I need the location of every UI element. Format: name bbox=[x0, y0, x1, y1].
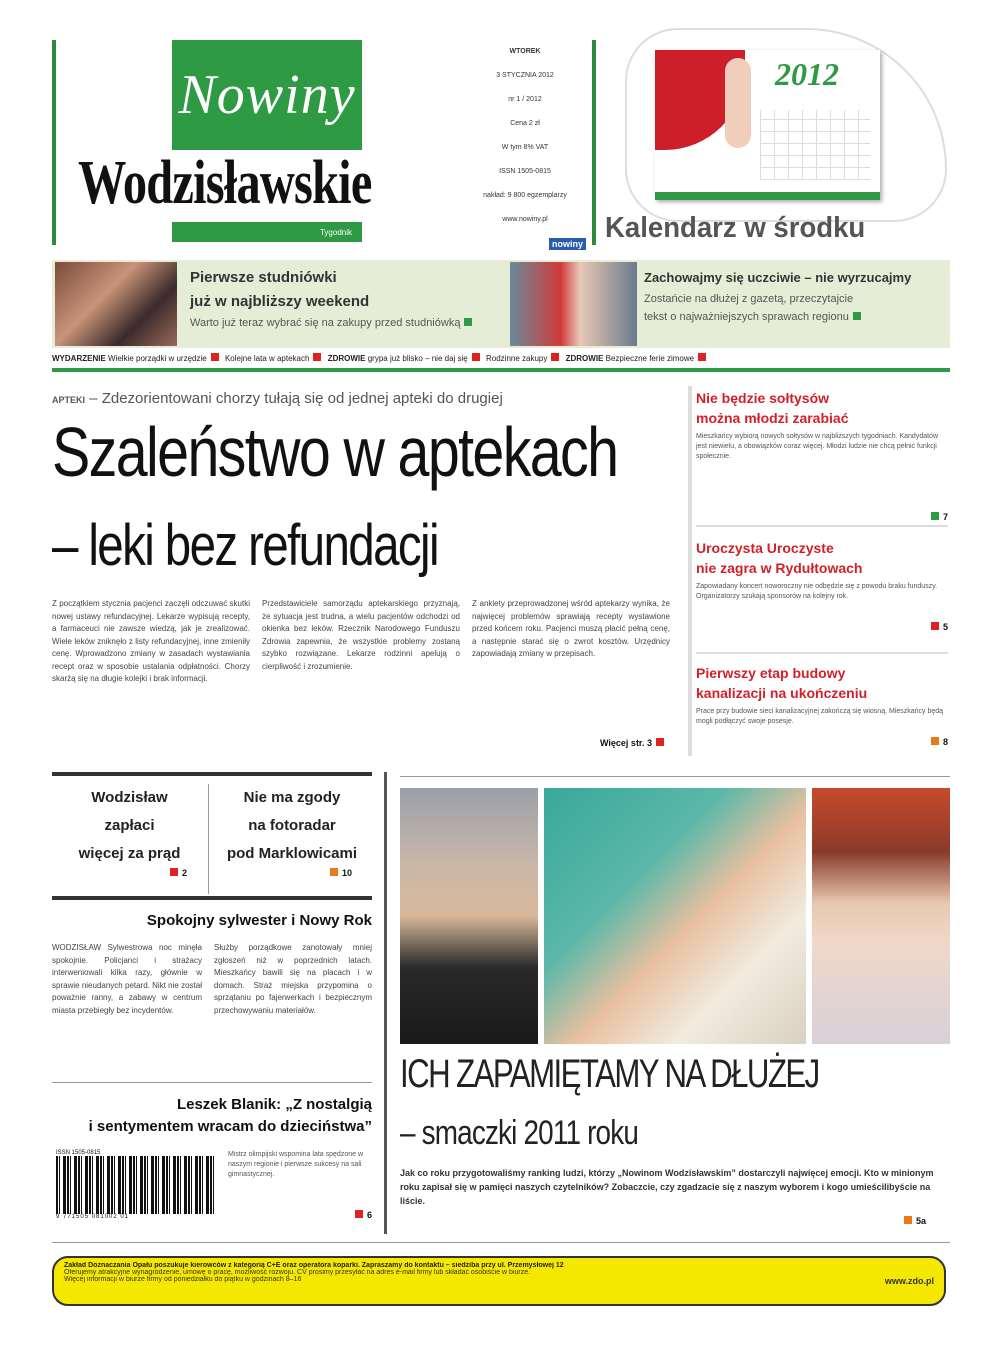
box-left-line3: więcej za prąd bbox=[78, 845, 181, 862]
lead-column-2: Przedstawiciele samorządu aptekarskiego przyznają, że sytuacja jest trudna, a wielu pacjentów odchodzi od okienka bez leków. Rzecznik Narodowego Funduszu Zdrowia zapewnia, że wszystkie problemy zostaną szybko rozwiązane. Lekarze rodzinni apelują o cierpliwość i zrozumienie. bbox=[262, 599, 460, 671]
footer-ad-line3: Więcej informacji w biurze firmy od poniedziałku do piątku w godzinach 8–16 bbox=[64, 1276, 302, 1283]
boxes-top-rule bbox=[52, 772, 372, 776]
ticker-text-5[interactable]: Bezpieczne ferie zimowe bbox=[605, 354, 695, 363]
issue-meta bbox=[464, 40, 586, 252]
ticker-label-1: WYDARZENIE bbox=[52, 354, 106, 363]
news-ticker bbox=[52, 352, 950, 366]
sidebar-item-1[interactable] bbox=[696, 388, 948, 522]
meta-price: Cena 2 zł bbox=[510, 120, 540, 127]
meta-website: www.nowiny.pl bbox=[502, 216, 548, 223]
box-left[interactable] bbox=[52, 784, 207, 878]
sidebar-divider-1 bbox=[696, 525, 948, 527]
calendar-grid bbox=[760, 110, 870, 180]
box-right-line3: pod Marklowicami bbox=[226, 845, 358, 862]
tygodnik-label: Tygodnik bbox=[319, 227, 352, 237]
footer-ad[interactable] bbox=[52, 1256, 946, 1306]
sidebar-item-2[interactable] bbox=[696, 538, 948, 632]
box-left-page: 2 bbox=[181, 868, 187, 878]
promo-left[interactable] bbox=[190, 266, 500, 332]
sidebar-item-3-title2: kanalizacji na ukończeniu bbox=[696, 685, 868, 701]
feature-page-ref[interactable]: 5a bbox=[900, 1216, 926, 1226]
story-title[interactable]: Spokojny sylwester i Nowy Rok bbox=[146, 912, 372, 929]
sidebar-item-1-title: Nie będzie sołtysów bbox=[696, 390, 830, 406]
lead-column-1: Z początkiem stycznia pacjenci zaczęli odczuwać skutki nowej ustawy refundacyjnej. Lekarze wypisują recepty, a farmaceuci nie zawsze wiedzą, jak je zrealizować. Wiele leków zniknęło z listy refundacyjnej, inne zmieniły cenę. Wprowadzono zmiany w zasadach wystawiania recept oraz w sposobie ustalania odpłatności. Chorzy skarżą się na długie kolejki i brak informacji. bbox=[52, 599, 250, 683]
ticker-text-1[interactable]: Wielkie porządki w urzędzie bbox=[108, 354, 207, 363]
promo-right-sub2: tekst o najważniejszych sprawach regionu bbox=[644, 308, 944, 326]
barcode-top-text: ISSN 1505-0815 bbox=[56, 1150, 101, 1156]
meta-circulation: nakład: 9 800 egzemplarzy bbox=[483, 192, 567, 199]
lead-subhead: – leki bez refundacji bbox=[52, 513, 438, 578]
box-right-line1: Nie ma zgody bbox=[243, 789, 341, 806]
sidebar-item-3-text: Prace przy budowie sieci kanalizacyjnej zakończą się wiosną. Mieszkańcy będą mogli podłączyć swoje posesje. bbox=[696, 708, 944, 725]
lead-column-3: Z ankiety przeprowadzonej wśród aptekarzy wynika, że najwięcej problemów sprawiają recepty wystawione przed końcem roku. Pacjenci muszą płacić pełną cenę, a następnie starać się o zwrot kosztów. Urzędnicy zapowiadają zmiany w przepisach. bbox=[472, 599, 670, 658]
promo-left-title2: już w najbliższy weekend bbox=[190, 293, 370, 310]
boxes-bottom-rule bbox=[52, 896, 372, 900]
box-right-line2: na fotoradar bbox=[248, 817, 336, 834]
sidebar-rule bbox=[688, 386, 692, 756]
box-right[interactable] bbox=[212, 784, 372, 878]
ticker-bottom-rule bbox=[52, 368, 950, 372]
calendar-image bbox=[655, 50, 880, 200]
nowiny-logo-text: Nowiny bbox=[178, 64, 356, 126]
meta-date: 3 STYCZNIA 2012 bbox=[496, 72, 554, 79]
box-right-page: 10 bbox=[341, 868, 352, 878]
meta-badge: nowiny bbox=[549, 238, 586, 250]
sidebar-item-2-title2: nie zagra w Rydułtowach bbox=[696, 560, 863, 576]
ticker-label-5: ZDROWIE bbox=[565, 354, 604, 363]
quote-page: 6 bbox=[366, 1210, 372, 1220]
quote-text: Mistrz olimpijski wspomina lata spędzone w naszym regionie i pierwsze sukcesy na sali gimnastycznej. bbox=[228, 1151, 363, 1178]
meta-issue: nr 1 / 2012 bbox=[508, 96, 542, 103]
story-bottom-rule bbox=[52, 1082, 372, 1083]
promo-left-title1: Pierwsze studniówki bbox=[190, 269, 337, 286]
feature-photo-3 bbox=[812, 788, 950, 1044]
masthead-right-rule bbox=[592, 40, 596, 245]
sidebar-item-3-page: 8 bbox=[942, 737, 948, 747]
sidebar-item-3[interactable] bbox=[696, 663, 948, 747]
feature-subcaption: – smaczki 2011 roku bbox=[400, 1114, 639, 1152]
wodzislawskie-logo-text: Wodzisławskie bbox=[78, 149, 372, 217]
masthead-left-rule bbox=[52, 40, 56, 245]
sidebar-item-2-page: 5 bbox=[942, 622, 948, 632]
quote-line1: Leszek Blanik: „Z nostalgią bbox=[176, 1096, 372, 1113]
calendar-model-figure bbox=[725, 58, 751, 148]
barcode bbox=[56, 1150, 216, 1220]
sidebar-divider-2 bbox=[696, 652, 948, 654]
footer-ad-line2: Oferujemy atrakcyjne wynagrodzenie, umowę o pracę, możliwość rozwoju. CV prosimy przesyłać na adres e-mail firmy lub składać osobiście w biurze. bbox=[64, 1269, 531, 1276]
sidebar-item-3-title: Pierwszy etap budowy bbox=[696, 665, 846, 681]
footer-top-rule bbox=[52, 1242, 950, 1243]
promo-right[interactable] bbox=[644, 266, 944, 326]
calendar-bottom-bar bbox=[655, 192, 880, 200]
barcode-bars bbox=[56, 1156, 216, 1214]
feature-text: Jak co roku przygotowaliśmy ranking ludzi, którzy „Nowinom Wodzisławskim” dostarczyli najwięcej emocji. Kto w minionym roku zapisał się w pamięci naszych czytelników? Zobaczcie, czy zgadzacie się z naszym wyborem i kogo umieścilibyście na liście. bbox=[400, 1168, 934, 1206]
lead-kicker-text: Zdezorientowani chorzy tułają się od jednej apteki do drugiej bbox=[101, 390, 503, 407]
sidebar-item-1-page: 7 bbox=[942, 512, 948, 522]
lower-column-rule bbox=[384, 772, 387, 1234]
sidebar-item-1-text: Mieszkańcy wybiorą nowych sołtysów w najbliższych tygodniach. Kandydatów jest niewielu, a obowiązków coraz więcej. Młodzi ludzie nie chcą pełnić funkcji społecznie. bbox=[696, 433, 938, 460]
ticker-text-4[interactable]: Rodzinne zakupy bbox=[486, 354, 548, 363]
footer-ad-url[interactable]: www.zdo.pl bbox=[884, 1276, 934, 1286]
nowiny-logo-box bbox=[172, 40, 362, 150]
quote-headline[interactable] bbox=[52, 1094, 372, 1138]
footer-ad-line1: Zakład Doznaczania Opału poszukuje kierowców z kategorią C+E oraz operatora koparki. Zapraszamy do kontaktu – siedziba przy ul. Przemysłowej 12 bbox=[64, 1262, 564, 1269]
ticker-text-2[interactable]: Kolejne lata w aptekach bbox=[224, 354, 310, 363]
story-column-1: WODZISŁAW Sylwestrowa noc minęła spokojnie. Policjanci i strażacy interweniowali kilka razy, głównie w sprawie nieudanych petard. Nikt nie został poważnie ranny, a zabawy w centrum miasta przebiegły bez incydentów. bbox=[52, 943, 202, 1015]
promo-right-sub1: Zostańcie na dłużej z gazetą, przeczytajcie bbox=[644, 293, 854, 305]
box-left-line1: Wodzisław bbox=[91, 789, 168, 806]
promo-right-title: Zachowajmy się uczciwie – nie wyrzucajmy bbox=[644, 270, 912, 285]
meta-day: WTOREK bbox=[509, 48, 541, 55]
boxes-divider bbox=[208, 784, 209, 894]
feature-caption[interactable]: ICH ZAPAMIĘTAMY NA DŁUŻEJ bbox=[400, 1052, 819, 1096]
ticker-label-3: ZDROWIE bbox=[327, 354, 366, 363]
promo-left-sub: Warto już teraz wybrać się na zakupy przed studniówką bbox=[190, 314, 500, 332]
lead-kicker-tag: APTEKI bbox=[52, 395, 86, 405]
promo-left-photo bbox=[55, 262, 177, 346]
feature-photo-2 bbox=[544, 788, 806, 1044]
sidebar-item-1-title2: można młodzi zarabiać bbox=[696, 410, 849, 426]
promo-right-photo bbox=[510, 262, 637, 346]
calendar-year: 2012 bbox=[775, 56, 839, 92]
meta-vat: W tym 8% VAT bbox=[501, 144, 549, 151]
feature-photo-1 bbox=[400, 788, 538, 1044]
ticker-text-3[interactable]: grypa już blisko – nie daj się bbox=[367, 354, 468, 363]
story-column-2: Służby porządkowe zanotowały mniej zgłoszeń niż w poprzednich latach. Mieszkańcy bawili się na placach i w domach. Straż miejska przypomina o sprzątaniu po fajerwerkach i bezpiecznym przechowywaniu materiałów. bbox=[214, 943, 372, 1015]
lead-headline[interactable]: Szaleństwo w aptekach bbox=[52, 413, 618, 491]
quote-line2: i sentymentem wracam do dzieciństwa” bbox=[88, 1118, 372, 1135]
calendar-promo-label: Kalendarz w środku bbox=[605, 212, 866, 244]
lead-more-link[interactable]: Więcej str. 3 bbox=[600, 738, 668, 748]
barcode-number: 9 771505 081002 01 bbox=[56, 1214, 130, 1220]
quote-teaser bbox=[228, 1150, 372, 1220]
box-left-line2: zapłaci bbox=[104, 817, 155, 834]
feature-top-rule bbox=[400, 776, 950, 777]
sidebar-item-2-title: Uroczysta Uroczyste bbox=[696, 540, 834, 556]
lead-kicker: APTEKI – Zdezorientowani chorzy tułają się od jednej apteki do drugiej bbox=[52, 390, 503, 407]
tygodnik-bar bbox=[172, 222, 362, 242]
sidebar-item-2-text: Zapowiadany koncert noworoczny nie odbędzie się z powodu braku funduszy. Organizatorzy szukają sponsorów na kolejny rok. bbox=[696, 583, 938, 600]
meta-issn: ISSN 1505-0815 bbox=[499, 168, 551, 175]
